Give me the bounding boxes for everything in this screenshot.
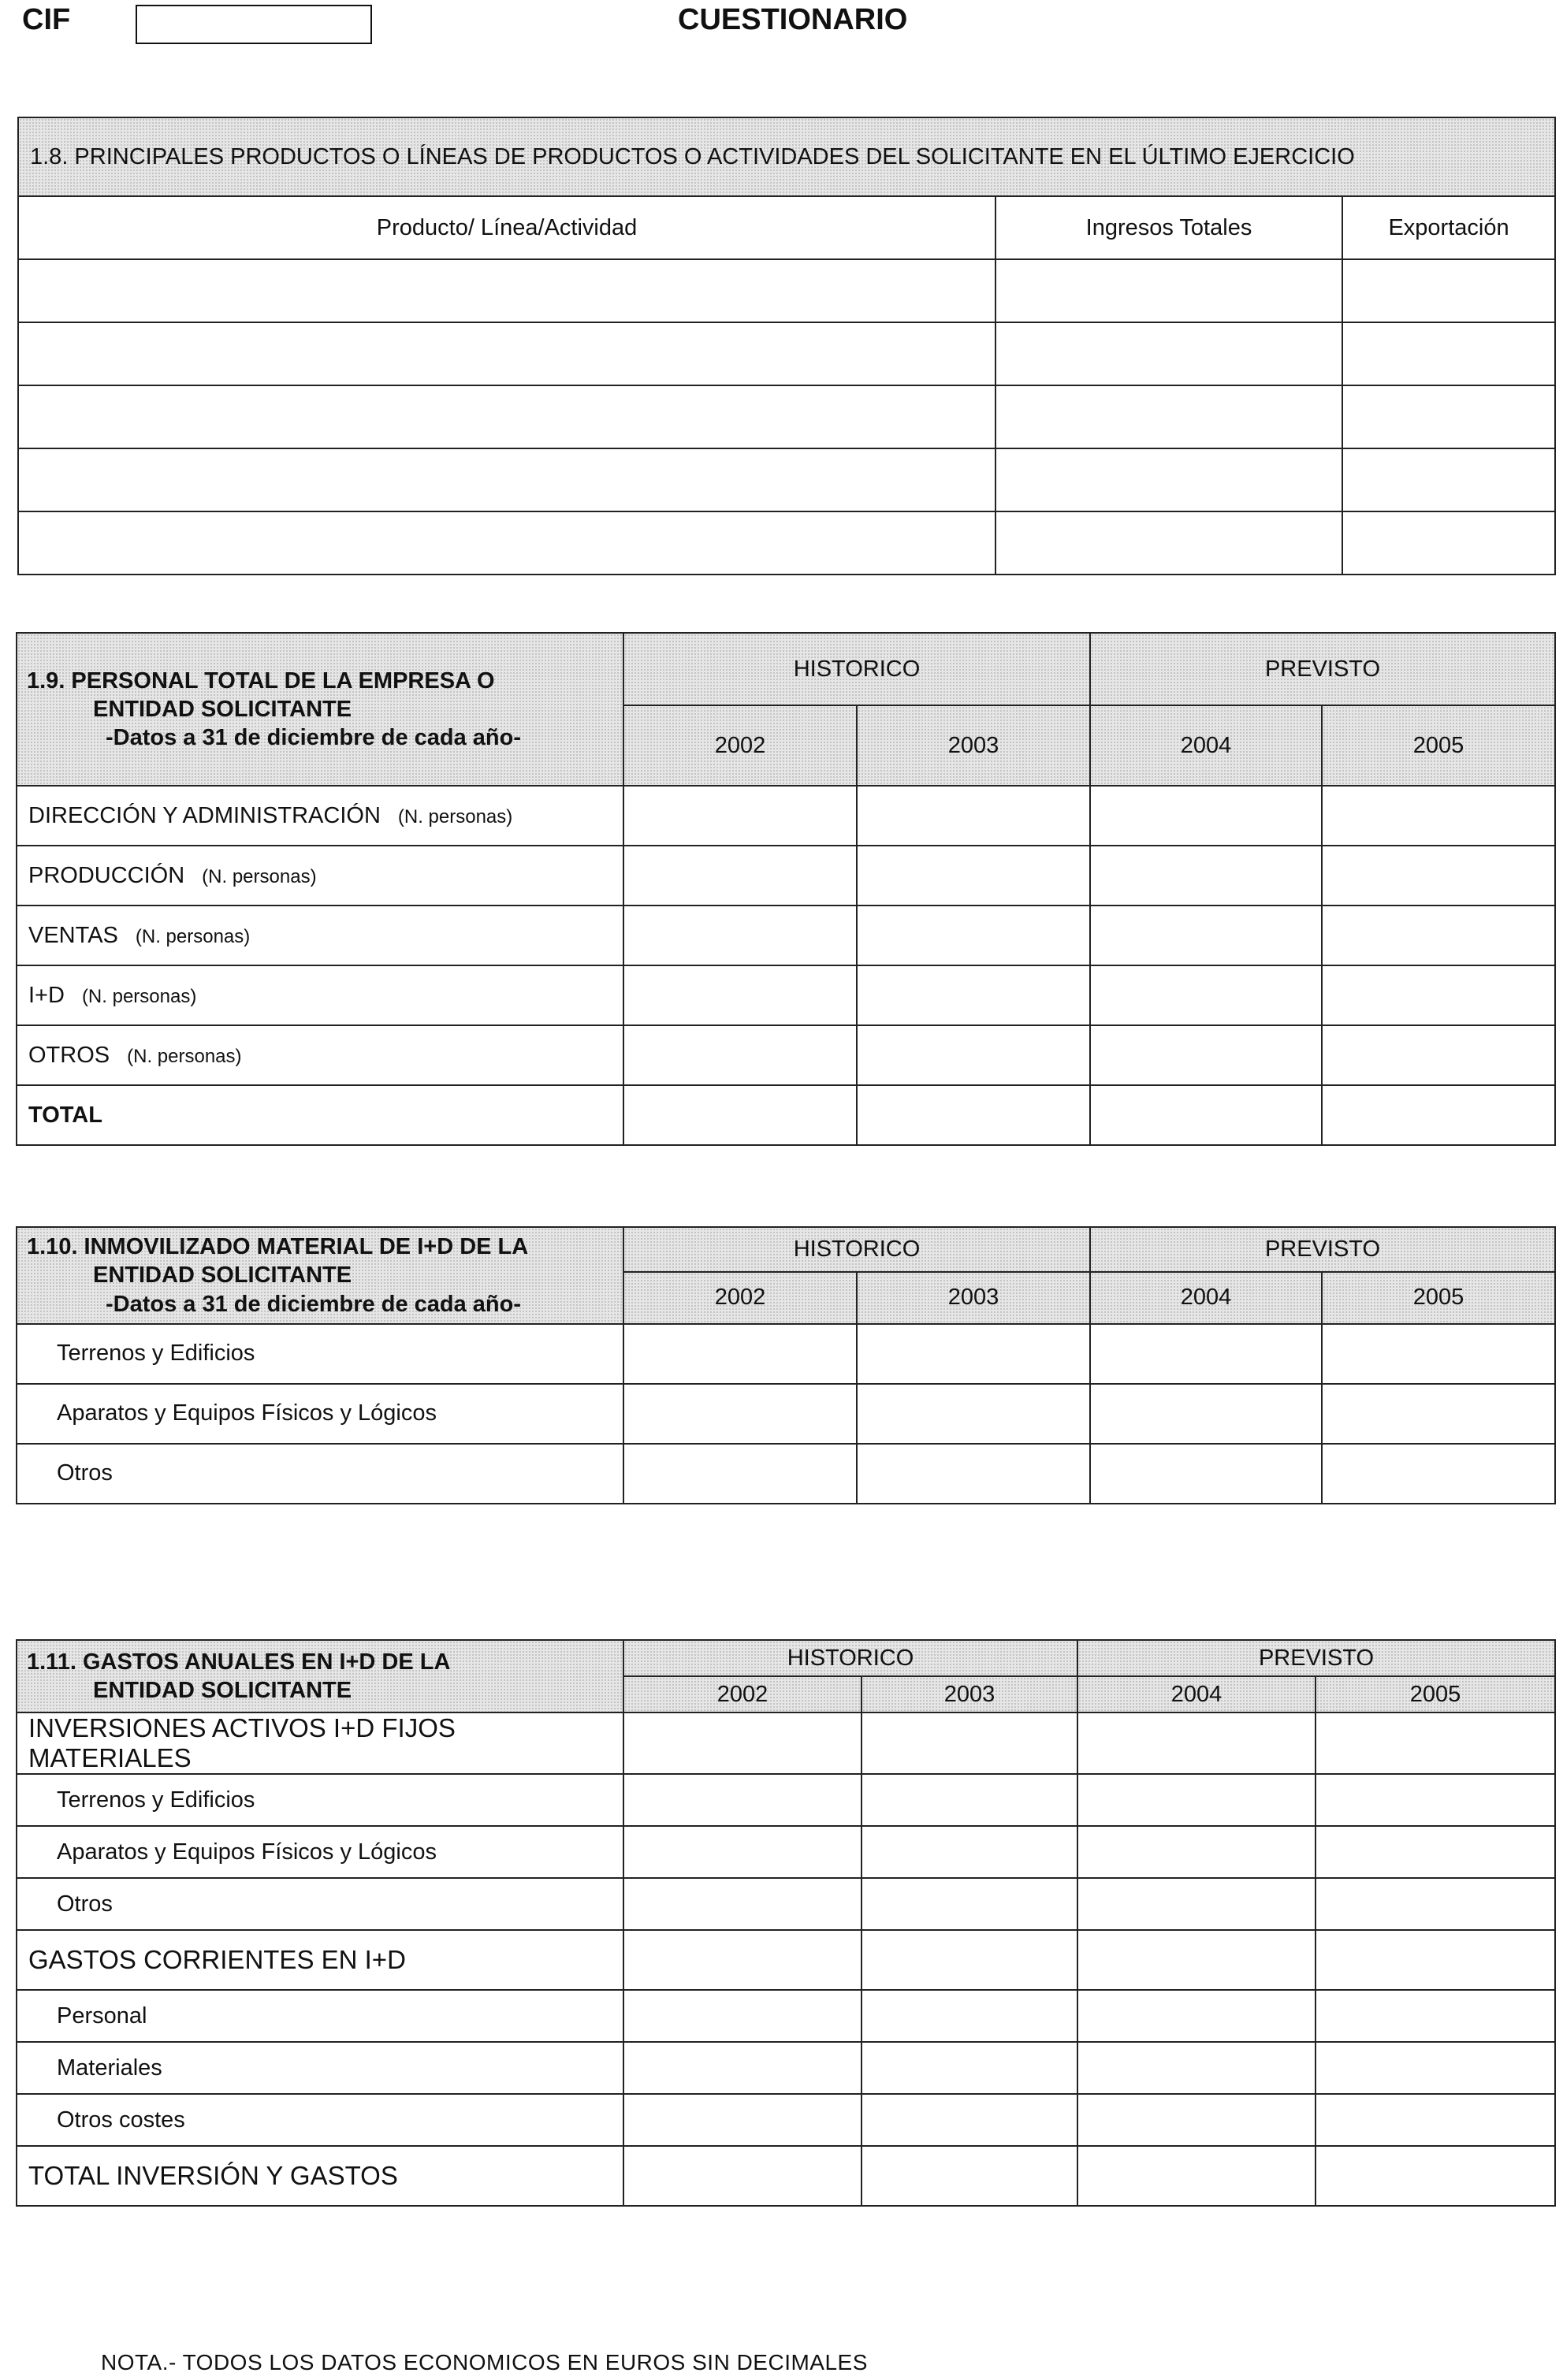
data-cell[interactable]	[862, 1712, 1077, 1774]
data-cell[interactable]	[857, 965, 1090, 1025]
table-row	[17, 2042, 1555, 2094]
data-cell[interactable]	[1077, 2094, 1316, 2146]
data-cell[interactable]	[623, 906, 857, 965]
income-cell[interactable]	[995, 511, 1342, 575]
section-1-8-title: 1.8. PRINCIPALES PRODUCTOS O LÍNEAS DE PRODUCTOS O ACTIVIDADES DEL SOLICITANTE EN EL ÚLTIMO EJERCICIO	[18, 117, 1555, 196]
data-cell[interactable]	[1322, 965, 1555, 1025]
data-cell[interactable]	[623, 1712, 862, 1774]
fixed-assets-table	[16, 1226, 1556, 1504]
data-cell[interactable]	[1077, 2042, 1316, 2094]
rd-expenses-table	[16, 1639, 1556, 2207]
data-cell[interactable]	[623, 1025, 857, 1085]
income-cell[interactable]	[995, 322, 1342, 385]
section-title-line1: 1.11. GASTOS ANUALES EN I+D DE LA	[27, 1649, 451, 1675]
data-cell[interactable]	[1316, 2146, 1555, 2206]
data-cell[interactable]	[1090, 786, 1322, 846]
data-cell[interactable]	[1316, 1990, 1555, 2042]
section-title-line1: 1.10. INMOVILIZADO MATERIAL DE I+D DE LA	[27, 1234, 529, 1259]
section-title-line2: ENTIDAD SOLICITANTE	[93, 1263, 352, 1289]
group-header-historic: HISTORICO	[623, 1640, 1077, 1676]
data-cell[interactable]	[623, 2042, 862, 2094]
table-row	[17, 1384, 1555, 1444]
data-cell[interactable]	[1322, 906, 1555, 965]
data-cell[interactable]	[623, 1990, 862, 2042]
table-row	[17, 786, 1555, 846]
section-1-10-title	[17, 1227, 623, 1324]
data-cell[interactable]	[1316, 1712, 1555, 1774]
section-title-line1: 1.9. PERSONAL TOTAL DE LA EMPRESA O	[27, 668, 495, 694]
year-header: 2004	[1090, 1272, 1322, 1324]
column-header-total-income: Ingresos Totales	[995, 196, 1342, 259]
section-title-line2: ENTIDAD SOLICITANTE	[93, 696, 352, 722]
table-row-total	[17, 2146, 1555, 2206]
year-header: 2003	[857, 705, 1090, 786]
column-header-export: Exportación	[1342, 196, 1555, 259]
data-cell[interactable]	[1077, 1990, 1316, 2042]
group-header-historic: HISTORICO	[623, 1227, 1090, 1272]
row-label-total: TOTAL	[17, 1085, 623, 1145]
export-cell[interactable]	[1342, 322, 1555, 385]
data-cell[interactable]	[1316, 2042, 1555, 2094]
group-header-historic: HISTORICO	[623, 633, 1090, 705]
data-cell[interactable]	[623, 1384, 857, 1444]
year-header: 2003	[857, 1272, 1090, 1324]
export-cell[interactable]	[1342, 448, 1555, 511]
row-label: I+D (N. personas)	[17, 965, 623, 1025]
product-cell[interactable]	[18, 385, 995, 448]
row-label: INVERSIONES ACTIVOS I+D FIJOS MATERIALES	[17, 1712, 623, 1774]
year-header: 2005	[1316, 1676, 1555, 1712]
product-cell[interactable]	[18, 511, 995, 575]
staff-table	[16, 632, 1556, 1146]
section-1-9-title	[17, 633, 623, 786]
group-header-forecast: PREVISTO	[1077, 1640, 1555, 1676]
row-label: Otros	[17, 1878, 623, 1930]
data-cell[interactable]	[1316, 2094, 1555, 2146]
row-label: Terrenos y Edificios	[17, 1324, 623, 1384]
table-row	[17, 1774, 1555, 1826]
data-cell[interactable]	[862, 1826, 1077, 1878]
data-cell[interactable]	[623, 1085, 857, 1145]
table-row	[17, 965, 1555, 1025]
column-header-product: Producto/ Línea/Actividad	[18, 196, 995, 259]
table-row	[17, 1930, 1555, 1990]
cif-input-box[interactable]	[136, 5, 372, 44]
row-label: Otros	[17, 1444, 623, 1504]
data-cell[interactable]	[1316, 1930, 1555, 1990]
table-row	[17, 1878, 1555, 1930]
data-cell[interactable]	[623, 2094, 862, 2146]
export-cell[interactable]	[1342, 385, 1555, 448]
section-title-note: -Datos a 31 de diciembre de cada año-	[106, 725, 522, 751]
year-header: 2005	[1322, 705, 1555, 786]
data-cell[interactable]	[1322, 846, 1555, 906]
group-header-forecast: PREVISTO	[1090, 1227, 1555, 1272]
data-cell[interactable]	[857, 1324, 1090, 1384]
data-cell[interactable]	[1077, 1930, 1316, 1990]
row-label: Terrenos y Edificios	[17, 1774, 623, 1826]
data-cell[interactable]	[857, 906, 1090, 965]
year-header: 2002	[623, 1272, 857, 1324]
data-cell[interactable]	[623, 846, 857, 906]
data-cell[interactable]	[857, 786, 1090, 846]
row-label: GASTOS CORRIENTES EN I+D	[17, 1930, 623, 1990]
row-label: VENTAS (N. personas)	[17, 906, 623, 965]
section-title-note: -Datos a 31 de diciembre de cada año-	[106, 1291, 522, 1317]
data-cell[interactable]	[862, 1878, 1077, 1930]
data-cell[interactable]	[623, 1774, 862, 1826]
data-cell[interactable]	[1316, 1878, 1555, 1930]
data-cell[interactable]	[623, 1324, 857, 1384]
section-1-11-title	[17, 1640, 623, 1712]
year-header: 2002	[623, 1676, 862, 1712]
data-cell[interactable]	[862, 2094, 1077, 2146]
data-cell[interactable]	[857, 1085, 1090, 1145]
product-cell[interactable]	[18, 448, 995, 511]
table-row	[18, 448, 1555, 511]
export-cell[interactable]	[1342, 259, 1555, 322]
year-header: 2003	[862, 1676, 1077, 1712]
table-row	[17, 1444, 1555, 1504]
row-label: Aparatos y Equipos Físicos y Lógicos	[17, 1826, 623, 1878]
data-cell[interactable]	[623, 1826, 862, 1878]
data-cell[interactable]	[857, 1384, 1090, 1444]
table-row	[17, 846, 1555, 906]
products-table	[17, 117, 1556, 575]
income-cell[interactable]	[995, 385, 1342, 448]
row-label: PRODUCCIÓN (N. personas)	[17, 846, 623, 906]
data-cell[interactable]	[1316, 1774, 1555, 1826]
footnote: NOTA.- TODOS LOS DATOS ECONOMICOS EN EUROS SIN DECIMALES	[101, 2350, 868, 2374]
data-cell[interactable]	[857, 846, 1090, 906]
row-label: DIRECCIÓN Y ADMINISTRACIÓN (N. personas)	[17, 786, 623, 846]
data-cell[interactable]	[1090, 846, 1322, 906]
data-cell[interactable]	[623, 965, 857, 1025]
data-cell[interactable]	[623, 786, 857, 846]
income-cell[interactable]	[995, 448, 1342, 511]
data-cell[interactable]	[862, 2042, 1077, 2094]
income-cell[interactable]	[995, 259, 1342, 322]
data-cell[interactable]	[1322, 786, 1555, 846]
data-cell[interactable]	[862, 1930, 1077, 1990]
data-cell[interactable]	[1316, 1826, 1555, 1878]
data-cell[interactable]	[1077, 1878, 1316, 1930]
table-row	[17, 1990, 1555, 2042]
cif-label: CIF	[22, 3, 71, 36]
product-cell[interactable]	[18, 322, 995, 385]
data-cell[interactable]	[1077, 1826, 1316, 1878]
data-cell[interactable]	[862, 2146, 1077, 2206]
product-cell[interactable]	[18, 259, 995, 322]
data-cell[interactable]	[862, 1990, 1077, 2042]
export-cell[interactable]	[1342, 511, 1555, 575]
table-row	[17, 906, 1555, 965]
year-header: 2005	[1322, 1272, 1555, 1324]
table-row	[17, 1025, 1555, 1085]
data-cell[interactable]	[1090, 1025, 1322, 1085]
row-label-total: TOTAL INVERSIÓN Y GASTOS	[17, 2146, 623, 2206]
table-row	[17, 2094, 1555, 2146]
table-row	[17, 1324, 1555, 1384]
data-cell[interactable]	[1077, 1712, 1316, 1774]
data-cell[interactable]	[862, 1774, 1077, 1826]
data-cell[interactable]	[1090, 906, 1322, 965]
year-header: 2004	[1090, 705, 1322, 786]
data-cell[interactable]	[1322, 1085, 1555, 1145]
table-row	[18, 259, 1555, 322]
table-row	[18, 385, 1555, 448]
data-cell[interactable]	[1322, 1384, 1555, 1444]
data-cell[interactable]	[1322, 1444, 1555, 1504]
data-cell[interactable]	[623, 1930, 862, 1990]
section-title-line2: ENTIDAD SOLICITANTE	[93, 1678, 352, 1703]
data-cell[interactable]	[857, 1444, 1090, 1504]
table-row	[18, 511, 1555, 575]
data-cell[interactable]	[1090, 965, 1322, 1025]
table-row	[17, 1826, 1555, 1878]
table-row	[18, 322, 1555, 385]
data-cell[interactable]	[857, 1025, 1090, 1085]
data-cell[interactable]	[623, 1878, 862, 1930]
data-cell[interactable]	[623, 1444, 857, 1504]
data-cell[interactable]	[1077, 1774, 1316, 1826]
data-cell[interactable]	[1090, 1384, 1322, 1444]
data-cell[interactable]	[1090, 1085, 1322, 1145]
row-label: OTROS (N. personas)	[17, 1025, 623, 1085]
row-label: Personal	[17, 1990, 623, 2042]
data-cell[interactable]	[1322, 1324, 1555, 1384]
row-label: Aparatos y Equipos Físicos y Lógicos	[17, 1384, 623, 1444]
data-cell[interactable]	[1090, 1324, 1322, 1384]
table-row-total	[17, 1085, 1555, 1145]
data-cell[interactable]	[1322, 1025, 1555, 1085]
data-cell[interactable]	[623, 2146, 862, 2206]
data-cell[interactable]	[1077, 2146, 1316, 2206]
year-header: 2002	[623, 705, 857, 786]
group-header-forecast: PREVISTO	[1090, 633, 1555, 705]
row-label: Materiales	[17, 2042, 623, 2094]
table-row	[17, 1712, 1555, 1774]
row-label: Otros costes	[17, 2094, 623, 2146]
page-title: CUESTIONARIO	[678, 3, 908, 36]
data-cell[interactable]	[1090, 1444, 1322, 1504]
year-header: 2004	[1077, 1676, 1316, 1712]
